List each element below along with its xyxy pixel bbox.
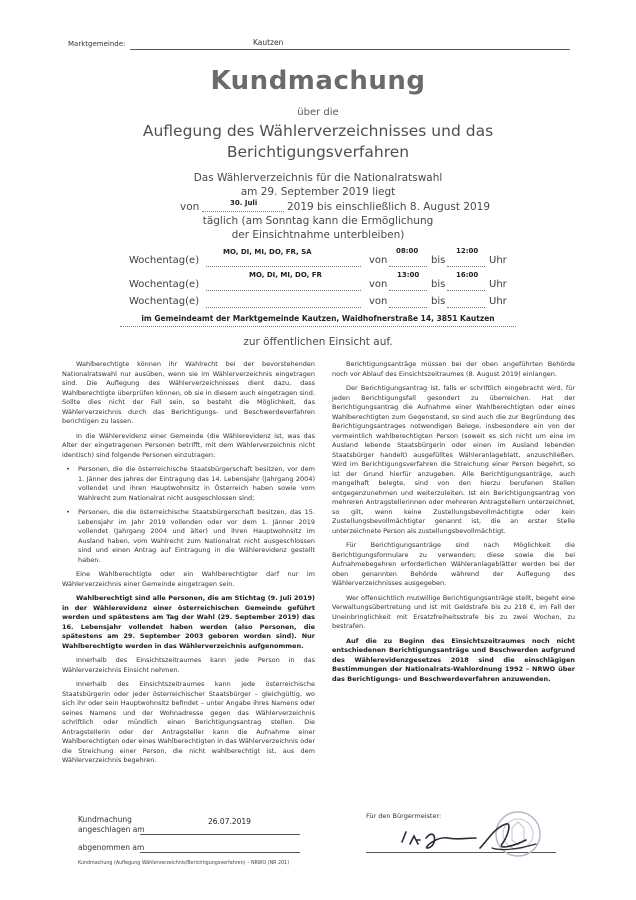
weekday-field (206, 290, 361, 291)
eligibility-list (62, 465, 315, 565)
removed-label: abgenommen am (78, 843, 145, 852)
right-column (332, 360, 575, 689)
von-label: von (369, 296, 388, 307)
location-underline (120, 326, 516, 327)
right-paragraph: Wer offensichtlich mutwillige Berichtigungsanträge stellt, begeht eine Verwaltungsübertretung und ist mit Geldstrafe bis zu 218 €, im Fall der Uneinbringlichkeit mit Ersatzfreiheitsstrafe bis zu zwei Wochen, zu bestrafen. (332, 593, 575, 630)
weekday-field (206, 307, 361, 308)
from-prefix: von (180, 201, 200, 213)
right-paragraph: Der Berichtigungsantrag ist, falls er schriftlich eingebracht wird, für jeden Berichtigungsfall gesondert zu überreichen. Hat der Berichtigungsantrag die Aufnahme einer Wahlberechtigten oder eines Wahlberechtigten zum Gegenstand, so sind auch die zur Begründung des Berichtigungsantrages notwendigen Belege, insbesondere ein von der vermeintlich wahlberechtigten Person (soweit es sich nicht um eine im Ausland lebende Staatsbürgerin oder einen im Ausland lebenden Staatsbürger handelt) ausgefülltes Wähleranlageblatt, anzuschließen. Wird im Berichtigungsverfahren die Streichung einer Person begehrt, so ist der Grund hierfür anzugeben. Alle Berichtigungsanträge, auch mangelhaft belegte, sind von den hierzu berufenen Stellen entgegenzunehmen und weiterzuleiten. Ist ein Berichtigungsantrag von mehreren Antragstellerinnen oder mehreren Antragstellern unterzeichnet, so gilt, wenn keine Zustellungsbevollmächtigte oder kein Zustellungsbevollmächtigter genannt ist, die an erster Stelle unterzeichnete Person als zustellungsbevollmächtigt. (332, 384, 575, 535)
uhr-label: Uhr (489, 296, 507, 307)
from-date-field (202, 211, 284, 212)
left-column (62, 360, 315, 771)
removed-date-line (140, 852, 300, 853)
from-time-field (389, 307, 427, 308)
bis-label: bis (431, 279, 446, 290)
left-paragraph: Wahlberechtigte können ihr Wahlrecht bei der bevorstehenden Nationalratswahl nur ausüben, wenn sie im Wählerverzeichnis eingetragen sind. Die Auflegung des Wählerverzeichnisses dient dazu, dass Wahlberechtigte überprüfen können, ob sie in diesem auch eingetragen sind. Sollte dies nicht der Fall sein, so besteht die Möglichkeit, das Wählerverzeichnis durch das Berichtigungs- und Beschwerdeverfahren berichtigen zu lassen. (62, 360, 315, 425)
title-sub: über die (297, 107, 339, 118)
list-item: • Personen, die die österreichische Staatsbürgerschaft besitzen, das 15. Lebensjahr im Jahr 2019 vollenden oder vor dem 1. Jänner 2019 vollendet (Jahrgang 2004 und älter) und ihren Hauptwohnsitz im Ausland haben, vom Wahlrecht zum Nationalrat nicht ausgeschlossen sind und einen Antrag auf Eintragung in die Wählerevidenz gestellt haben. (78, 508, 315, 565)
title-line1: Auflegung des Wählerverzeichnisses und das (142, 122, 494, 140)
from-time-value: 13:00 (397, 271, 420, 279)
to-time-field (447, 266, 485, 267)
left-paragraph: Innerhalb des Einsichtszeitraumes kann jede Person in das Wählerverzeichnis Einsicht nehmen. (62, 656, 315, 674)
municipality-label: Marktgemeinde: (68, 40, 126, 48)
posted-label-2: angeschlagen am (78, 825, 145, 834)
municipality-value: Kautzen (253, 38, 284, 47)
title-line2: Berichtigungsverfahren (226, 143, 410, 161)
to-time-field (447, 307, 485, 308)
weekday-label: Wochentag(e) (129, 296, 200, 307)
info-line5: der Einsichtnahme unterbleiben) (231, 229, 405, 241)
left-paragraph: Innerhalb des Einsichtszeitraumes kann jede österreichische Staatsbürgerin oder jeder österreichischer Staatsbürger – gleichgültig, wo sich ihr oder sein Hauptwohnsitz befindet – unter Angabe ihres Namens oder seines Namens und der Wohnadresse gegen das Wählerverzeichnis schriftlich oder mündlich einen Berichtigungsantrag stellen. Die Antragstellerin oder der Antragsteller kann die Aufnahme einer Wahlberechtigten oder eines Wahlberechtigten in das Wählerverzeichnis oder die Streichung einer Person, die nicht wahlberechtigt ist, aus dem Wählerverzeichnis begehren. (62, 680, 315, 764)
uhr-label: Uhr (489, 255, 507, 266)
weekday-value: MO, DI, MI, DO, FR, SA (223, 248, 312, 256)
page-title: Kundmachung (210, 66, 426, 96)
from-time-value: 08:00 (396, 247, 419, 255)
list-item: • Personen, die die österreichische Staatsbürgerschaft besitzen, vor dem 1. Jänner des Jahres der Eintragung das 14. Lebensjahr (Jahrgang 2004) vollendet und ihren Hauptwohnsitz in Österreich haben sowie vom Wahlrecht zum Nationalrat nicht ausgeschlossen sind; (78, 465, 315, 503)
right-paragraph: Berichtigungsanträge müssen bei der oben angeführten Behörde noch vor Ablauf des Einsichtszeitraumes (8. August 2019) einlangen. (332, 360, 575, 378)
weekday-label: Wochentag(e) (129, 255, 200, 266)
weekday-value: MO, DI, MI, DO, FR (249, 271, 322, 279)
left-paragraph: Eine Wahlberechtigte oder ein Wahlberechtigter darf nur im Wählerverzeichnis einer Gemeinde eingetragen sein. (62, 570, 315, 588)
weekday-field (206, 266, 361, 267)
to-time-value: 12:00 (456, 247, 479, 255)
right-paragraph: Für Berichtigungsanträge sind nach Möglichkeit die Berichtigungsformulare zu verwenden; diese sowie die bei Aufnahmebegehren erforderlichen Wähleranlageblätter werden bei der oben genannten Behörde während der Auflegung des Wählerverzeichnisses ausgegeben. (332, 541, 575, 587)
to-time-field (447, 290, 485, 291)
info-line4: täglich (am Sonntag kann die Ermöglichung (202, 215, 434, 227)
form-reference: Kundmachung (Auflegung Wählerverzeichnis/Berichtigungsverfahren) – NRWO (NR 201) (78, 861, 290, 866)
posted-label-1: Kundmachung (78, 815, 132, 824)
left-paragraph-bold: Wahlberechtigt sind alle Personen, die am Stichtag (9. Juli 2019) in der Wählerevidenz einer österreichischen Gemeinde geführt werden und spätestens am Tag der Wahl (29. September 2019) das 16. Lebensjahr vollendet haben werden (also Personen, die spätestens am 29. September 2003 geboren worden sind). Nur Wahlberechtigte werden in das Wählerverzeichnis aufgenommen. (62, 594, 315, 650)
von-label: von (369, 255, 388, 266)
posted-date-line (140, 834, 300, 835)
from-time-field (389, 266, 427, 267)
info-line2: am 29. September 2019 liegt (240, 186, 396, 198)
mayor-label: Für den Bürgermeister: (366, 812, 442, 820)
info-line1: Das Wählerverzeichnis für die Nationalratswahl (193, 172, 443, 184)
from-date-value: 30. Juli (230, 199, 258, 207)
bis-label: bis (431, 255, 446, 266)
municipality-underline (130, 49, 570, 50)
location-text: im Gemeindeamt der Marktgemeinde Kautzen, Waidhofnerstraße 14, 3851 Kautzen (141, 314, 495, 323)
public-view-text: zur öffentlichen Einsicht auf. (243, 336, 393, 348)
bis-label: bis (431, 296, 446, 307)
right-paragraph-bold: Auf die zu Beginn des Einsichtszeitraumes noch nicht entschiedenen Berichtigungsanträge und Beschwerden aufgrund des Wählerevidenzgesetzes 2018 sind die einschlägigen Bestimmungen der Nationalrats-Wahlordnung 1992 – NRWO über das Berichtigungs- und Beschwerdeverfahren anzuwenden. (332, 636, 575, 683)
posted-date-value: 26.07.2019 (208, 817, 251, 826)
left-paragraph: In die Wählerevidenz einer Gemeinde (die Wählerevidenz ist, was das Alter der eingetragenen Personen betrifft, mit dem Wählerverzeichnis nicht identisch) sind folgende Personen einzutragen: (62, 431, 315, 459)
uhr-label: Uhr (489, 279, 507, 290)
from-time-field (389, 290, 427, 291)
signature-handwritten (396, 818, 546, 858)
von-label: von (369, 279, 388, 290)
from-suffix: 2019 bis einschließlich 8. August 2019 (287, 201, 491, 213)
to-time-value: 16:00 (456, 271, 479, 279)
weekday-label: Wochentag(e) (129, 279, 200, 290)
